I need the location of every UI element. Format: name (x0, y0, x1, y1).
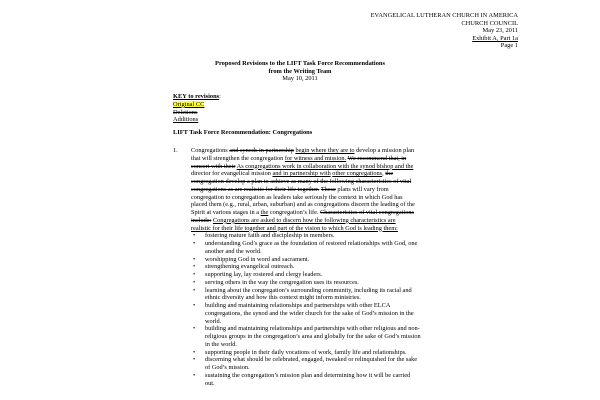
list-item (191, 232, 443, 240)
document-title: Proposed Revisions to the LIFT Task Force Recommendations (215, 60, 385, 67)
list-item (191, 279, 443, 287)
section-title: LIFT Task Force Recommendation: Congregations (173, 129, 313, 136)
bullet-icon: • (193, 286, 196, 294)
key-additions: Additions (173, 116, 199, 124)
list-item-text: building and maintaining relationships and partnerships with other religious and non- (205, 325, 420, 333)
document-date: May 10, 2011 (282, 75, 318, 83)
list-item (191, 271, 443, 279)
list-item-text: out. (205, 379, 215, 387)
list-item-text: in the world. (205, 340, 238, 348)
list-item-text: of God’s mission. (205, 364, 250, 371)
document-body (173, 147, 443, 387)
bullet-icon: • (193, 271, 196, 278)
list-item-text: understanding God’s grace as the foundation of restored relationships with God, one (205, 240, 418, 247)
characteristics-list (173, 232, 443, 387)
key-original: Original CC (173, 100, 205, 108)
list-item-text: serving others in the way the congregation uses its resources. (205, 278, 359, 286)
list-item-text: ethnic diversity and how this context might inform ministries. (205, 294, 361, 302)
list-item (191, 349, 443, 357)
revision-key (173, 93, 221, 124)
header-exhibit: Exhibit A, Part 1a (472, 34, 518, 42)
list-item-text: another and the world. (205, 247, 262, 255)
bullet-icon: • (193, 278, 196, 286)
list-item-text: world. (205, 317, 222, 325)
list-item-text: congregations, the synod and the wider church for the sake of God’s mission in the (205, 309, 414, 317)
bullet-icon: • (193, 232, 196, 240)
list-item-text: fostering mature faith and discipleship in members. (205, 232, 335, 240)
list-item (191, 263, 443, 271)
list-item-text: learning about the congregation’s surrounding community, including its racial and (205, 286, 412, 294)
list-item (191, 325, 443, 348)
key-title: KEY to revisions: (173, 93, 221, 100)
list-item-text: supporting people in their daily vocations of work, family life and relationships. (205, 348, 407, 356)
list-item (191, 256, 443, 264)
bullet-icon: • (193, 371, 196, 379)
bullet-icon: • (193, 356, 196, 364)
header-council: CHURCH COUNCIL (461, 19, 518, 27)
list-item (191, 302, 443, 325)
header-page-number: Page 1 (500, 42, 518, 50)
document-subtitle: from the Writing Team (268, 67, 332, 75)
list-item (191, 356, 443, 372)
list-item-text: supporting lay, lay rostered and clergy leaders. (205, 271, 323, 278)
list-item-text: sustaining the congregation’s mission plan and determining how it will be carried (205, 371, 411, 379)
header-org: EVANGELICAL LUTHERAN CHURCH IN AMERICA (370, 12, 518, 19)
list-item-text: religious groups in the congregation’s area and globally for the sake of God’s mission (205, 333, 421, 340)
list-item-text: strengthening evangelical outreach. (205, 263, 295, 271)
document-header (371, 12, 518, 50)
bullet-icon: • (193, 348, 196, 356)
list-item (191, 240, 443, 256)
bullet-icon: • (193, 325, 196, 333)
bullet-icon: • (193, 255, 196, 263)
list-item (191, 372, 443, 388)
title-block (150, 60, 450, 83)
recommendation-item (173, 147, 443, 232)
bullet-icon: • (193, 240, 196, 247)
list-item-text: building and maintaining relationships and partnerships with other ELCA (205, 302, 391, 309)
bullet-icon: • (193, 263, 196, 271)
item-text: Congregations and synods in partnership begin where they are to develop a mission plan that will strengthen the congregation for witness and mission. We recommend that, in concert with their As congregations work in collaboration with the synod bishop and the director for evangelical mission and in partnership with other congregations, the congregation develop a plan to achieve as many of the following characteristics of vital congregations as are realistic for their life together. These plans will vary from congregation to congregation as leaders take seriously the context in which God has placed them (e.g., rural, urban, suburban) and as congregations discern the leading of the Spirit at various stages in a the congregation’s life. Characteristics of vital congregations include: Congregations are asked to discern how the following characteristics are realistic for their life together and part of the vision to which God is leading them: (191, 147, 415, 232)
list-item-text: discerning what should be celebrated, engaged, tweaked or relinquished for the sake (205, 356, 418, 364)
item-number: 1. (173, 147, 178, 154)
list-item (191, 287, 443, 303)
header-date: May 23, 2011 (482, 27, 518, 35)
list-item-text: worshipping God in word and sacrament. (205, 255, 310, 263)
bullet-icon: • (193, 302, 196, 309)
key-deletions: Deletions (173, 108, 198, 116)
